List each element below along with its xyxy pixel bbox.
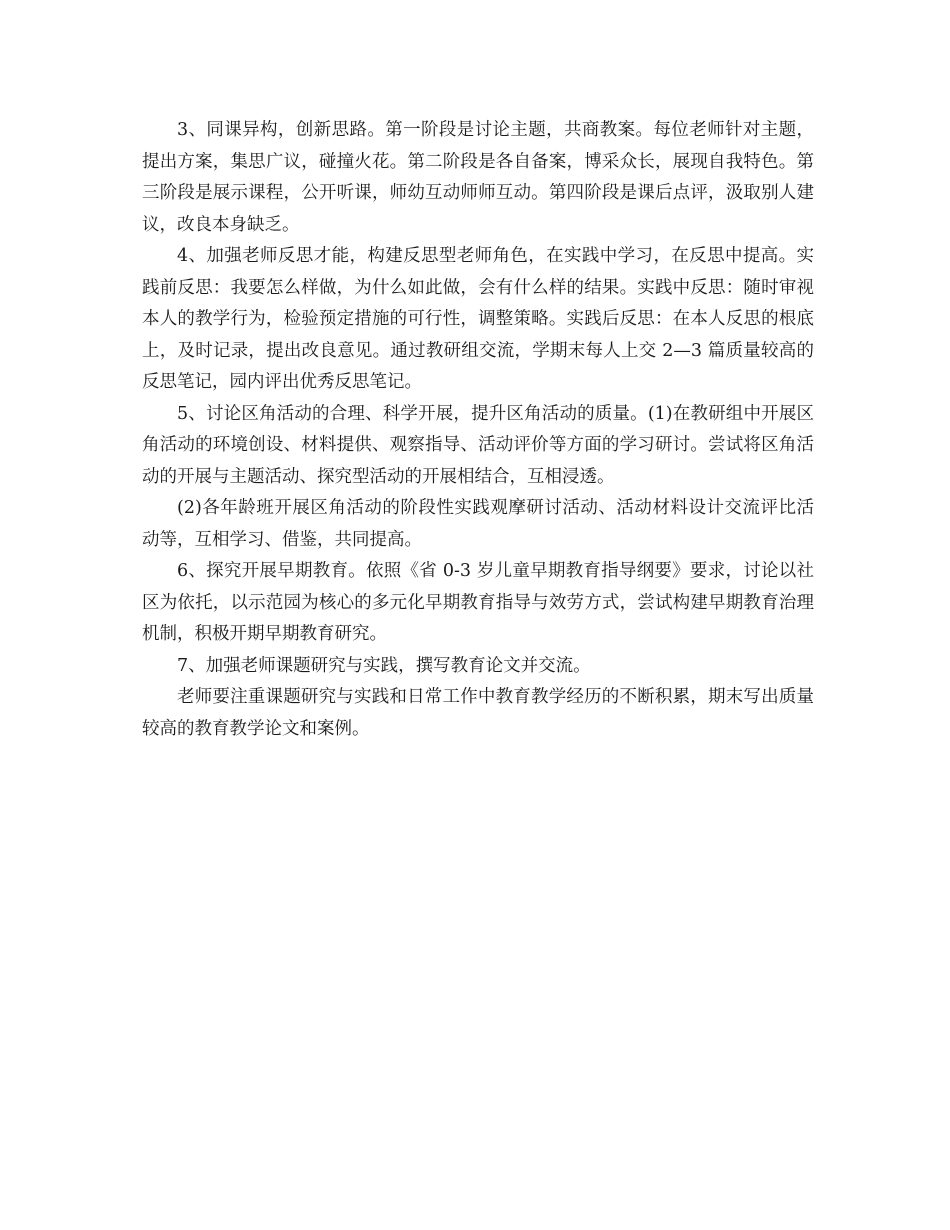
paragraph-research-papers: 7、加强老师课题研究与实践，撰写教育论文并交流。 bbox=[177, 655, 591, 676]
paragraph-early-education: 6、探究开展早期教育。依照《省 0-3 岁儿童早期教育指导纲要》要求，讨论以社区为依托，以示范园为核心的多元化早期教育指导与效劳方式，尝试构建早期教育治理机制，积极开期早期教育研究。 bbox=[142, 561, 814, 644]
document-body bbox=[142, 115, 814, 745]
paragraph-corner-activities: 5、讨论区角活动的合理、科学开展，提升区角活动的质量。(1)在教研组中开展区角活动的环境创设、材料提供、观察指导、活动评价等方面的学习研讨。尝试将区角活动的开展与主题活动、探究型活动的开展相结合，互相浸透。 bbox=[142, 403, 814, 487]
paragraph-corner-activities-2: (2)各年龄班开展区角活动的阶段性实践观摩研讨活动、活动材料设计交流评比活动等，互相学习、借鉴，共同提高。 bbox=[142, 498, 814, 550]
paragraph-peer-lesson: 3、同课异构，创新思路。第一阶段是讨论主题，共商教案。每位老师针对主题，提出方案，集思广议，碰撞火花。第二阶段是各自备案，博采众长，展现自我特色。第三阶段是展示课程，公开听课，师幼互动师师互动。第四阶段是课后点评，汲取别人建议，改良本身缺乏。 bbox=[142, 120, 814, 235]
paragraph-teacher-reflection: 4、加强老师反思才能，构建反思型老师角色，在实践中学习，在反思中提高。实践前反思：我要怎么样做，为什么如此做，会有什么样的结果。实践中反思：随时审视本人的教学行为，检验预定措施的可行性，调整策略。实践后反思：在本人反思的根底上，及时记录，提出改良意见。通过教研组交流，学期末每人上交 2—3 篇质量较高的反思笔记，园内评出优秀反思笔记。 bbox=[142, 246, 814, 392]
paragraph-accumulation: 老师要注重课题研究与实践和日常工作中教育教学经历的不断积累，期末写出质量较高的教育教学论文和案例。 bbox=[142, 687, 814, 739]
